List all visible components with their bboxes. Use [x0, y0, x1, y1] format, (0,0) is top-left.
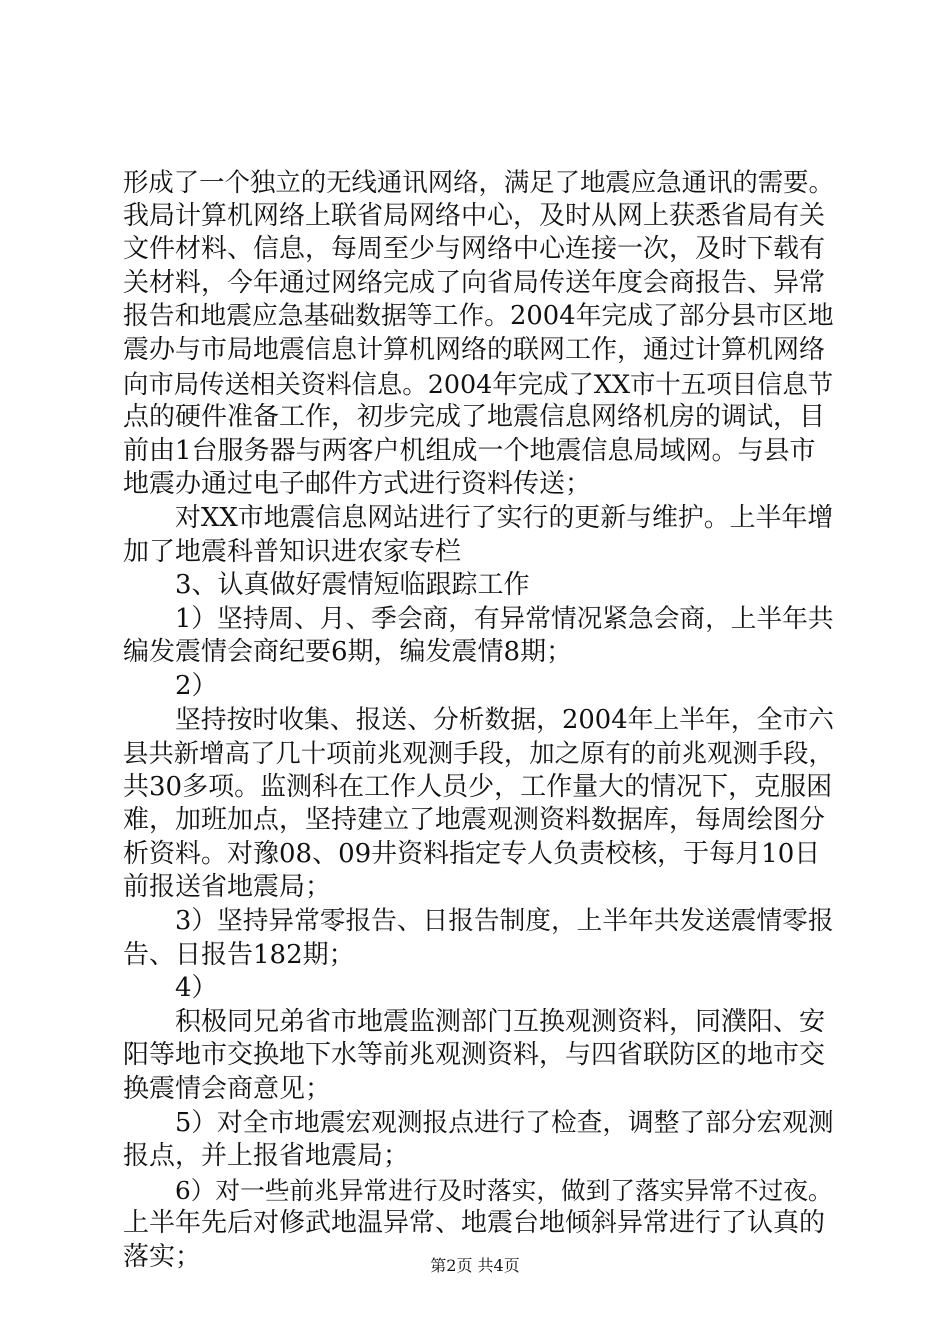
- text-line: 震办与市局地震信息计算机网络的联网工作，通过计算机网络: [123, 334, 826, 365]
- body-text: [123, 166, 835, 1275]
- text-line: 析资料。对豫08、09井资料指定专人负责校核，于每月10日: [123, 838, 821, 869]
- text-line: 3、认真做好震情短临跟踪工作: [175, 570, 530, 601]
- page-footer: 第2页 共4页: [430, 1256, 520, 1275]
- text-line: 1）坚持周、月、季会商，有异常情况紧急会商，上半年共: [175, 603, 834, 634]
- text-line: 阳等地市交换地下水等前兆观测资料，与四省联防区的地市交: [123, 1040, 826, 1071]
- text-line: 积极同兄弟省市地震监测部门互换观测资料，同濮阳、安: [175, 1006, 826, 1037]
- text-line: 换震情会商意见；: [123, 1074, 332, 1105]
- text-line: 向市局传送相关资料信息。2004年完成了XX市十五项目信息节: [123, 368, 834, 399]
- text-line: 点的硬件准备工作，初步完成了地震信息网络机房的调试，目: [123, 402, 826, 433]
- text-line: 2）: [175, 670, 218, 701]
- text-line: 前报送省地震局；: [123, 872, 332, 903]
- text-line: 文件材料、信息，每周至少与网络中心连接一次，及时下载有: [123, 234, 826, 265]
- text-line: 6）对一些前兆异常进行及时落实，做到了落实异常不过夜。: [175, 1175, 833, 1205]
- text-line: 形成了一个独立的无线通讯网络，满足了地震应急通讯的需要。: [123, 167, 834, 197]
- text-line: 难，加班加点，坚持建立了地震观测资料数据库，每周绘图分: [123, 805, 826, 836]
- text-line: 告、日报告182期；: [123, 939, 355, 970]
- text-line: 落实；: [123, 1242, 202, 1272]
- text-line: 3）坚持异常零报告、日报告制度，上半年共发送震情零报: [175, 906, 834, 937]
- text-line: 上半年先后对修武地温异常、地震台地倾斜异常进行了认真的: [123, 1208, 826, 1239]
- text-line: 县共新增高了几十项前兆观测手段，加之原有的前兆观测手段，: [123, 738, 834, 769]
- text-line: 加了地震科普知识进农家专栏: [123, 536, 462, 567]
- text-line: 编发震情会商纪要6期，编发震情8期；: [123, 637, 573, 668]
- text-line: 地震办通过电子邮件方式进行资料传送；: [123, 469, 592, 500]
- text-line: 4）: [175, 973, 218, 1004]
- text-line: 报告和地震应急基础数据等工作。2004年完成了部分县市区地: [123, 301, 834, 332]
- text-line: 我局计算机网络上联省局网络中心，及时从网上获悉省局有关: [123, 200, 826, 231]
- text-line: 共30多项。监测科在工作人员少，工作量大的情况下，克服困: [123, 771, 833, 802]
- text-line: 报点，并上报省地震局；: [123, 1141, 410, 1172]
- text-line: 前由1台服务器与两客户机组成一个地震信息局域网。与县市: [123, 435, 816, 466]
- text-line: 关材料，今年通过网络完成了向省局传送年度会商报告、异常: [123, 267, 826, 298]
- text-line: 5）对全市地震宏观测报点进行了检查，调整了部分宏观测: [175, 1107, 834, 1138]
- text-line: 对XX市地震信息网站进行了实行的更新与维护。上半年增: [175, 502, 834, 533]
- text-line: 坚持按时收集、报送、分析数据，2004年上半年，全市六: [175, 704, 834, 735]
